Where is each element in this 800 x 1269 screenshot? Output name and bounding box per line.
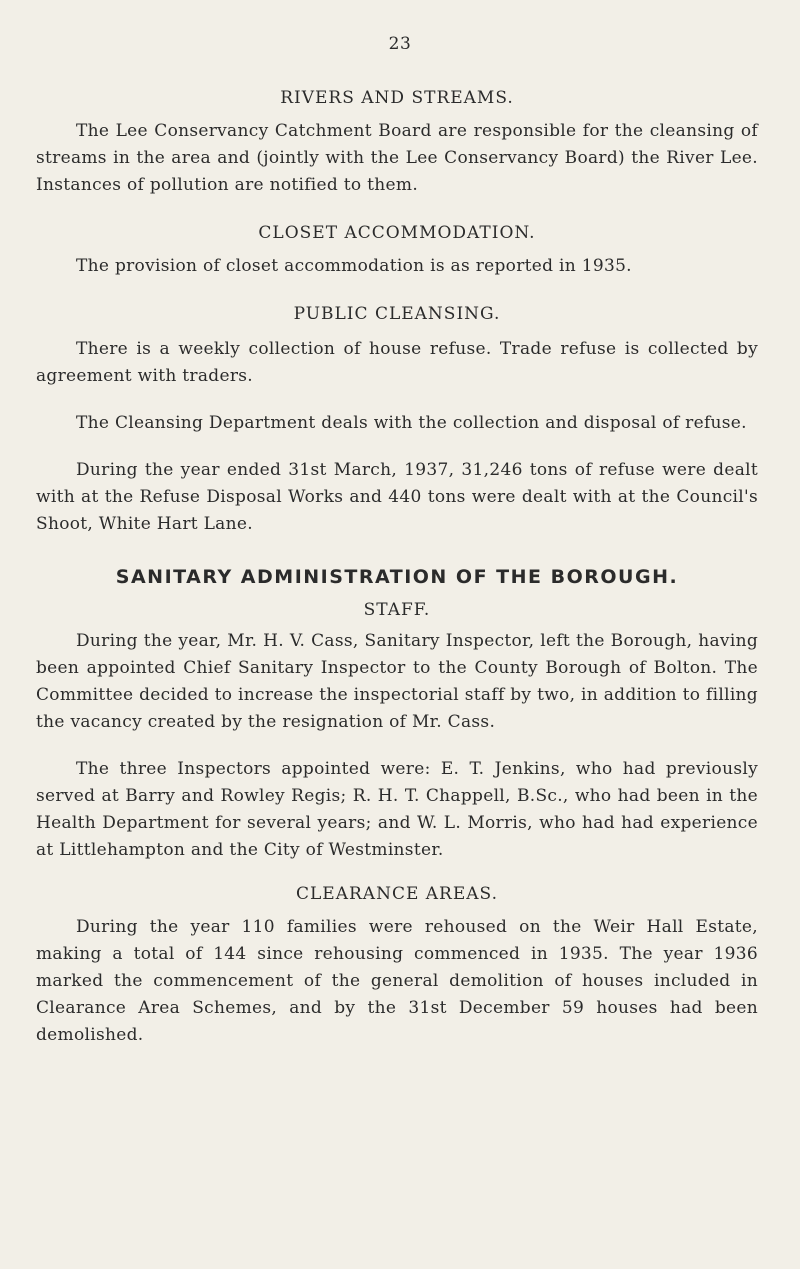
heading-sanitary-administration: SANITARY ADMINISTRATION OF THE BOROUGH. — [115, 566, 679, 588]
heading-rivers-and-streams: RIVERS AND STREAMS. — [280, 88, 514, 108]
heading-public-cleansing: PUBLIC CLEANSING. — [293, 304, 501, 324]
paragraph-clearance-1: During the year 110 families were rehoused on the Weir Hall Estate, making a total of 144 since rehousing commenced in 1935. The year 1936 marked the commencement of the general demolition of houses included in Clearance Area Schemes, and by the 31st December 59 houses had been demolished. — [36, 917, 758, 1045]
heading-closet-accommodation: CLOSET ACCOMMODATION. — [258, 223, 536, 243]
paragraph-staff-2: The three Inspectors appointed were: E. T. Jenkins, who had previously served at Barry and Rowley Regis; R. H. T. Chappell, B.Sc., who had been in the Health Department for several years; and W. L. Morris, who had had experience at Littlehampton and the City of Westminster. — [36, 759, 758, 860]
paragraph-cleansing-2: The Cleansing Department deals with the collection and disposal of refuse. — [76, 413, 747, 433]
paragraph-staff-1: During the year, Mr. H. V. Cass, Sanitary Inspector, left the Borough, having been appointed Chief Sanitary Inspector to the County Borough of Bolton. The Committee decided to increase the inspectorial staff by two, in addition to filling the vacancy created by the resignation of Mr. Cass. — [36, 631, 758, 732]
paragraph-cleansing-1: There is a weekly collection of house refuse. Trade refuse is collected by agreement with traders. — [36, 339, 758, 386]
heading-clearance-areas: CLEARANCE AREAS. — [296, 884, 498, 904]
page-number: 23 — [388, 34, 412, 54]
heading-staff: STAFF. — [363, 600, 431, 620]
paragraph-rivers-1: The Lee Conservancy Catchment Board are responsible for the cleansing of streams in the area and (jointly with the Lee Conservancy Board) the River Lee. Instances of pollution are notified to them. — [36, 121, 758, 195]
paragraph-cleansing-3: During the year ended 31st March, 1937, 31,246 tons of refuse were dealt with at the Refuse Disposal Works and 440 tons were dealt with at the Council's Shoot, White Hart Lane. — [36, 460, 758, 534]
paragraph-closet-1: The provision of closet accommodation is as reported in 1935. — [76, 256, 632, 276]
page-content — [36, 88, 758, 1049]
